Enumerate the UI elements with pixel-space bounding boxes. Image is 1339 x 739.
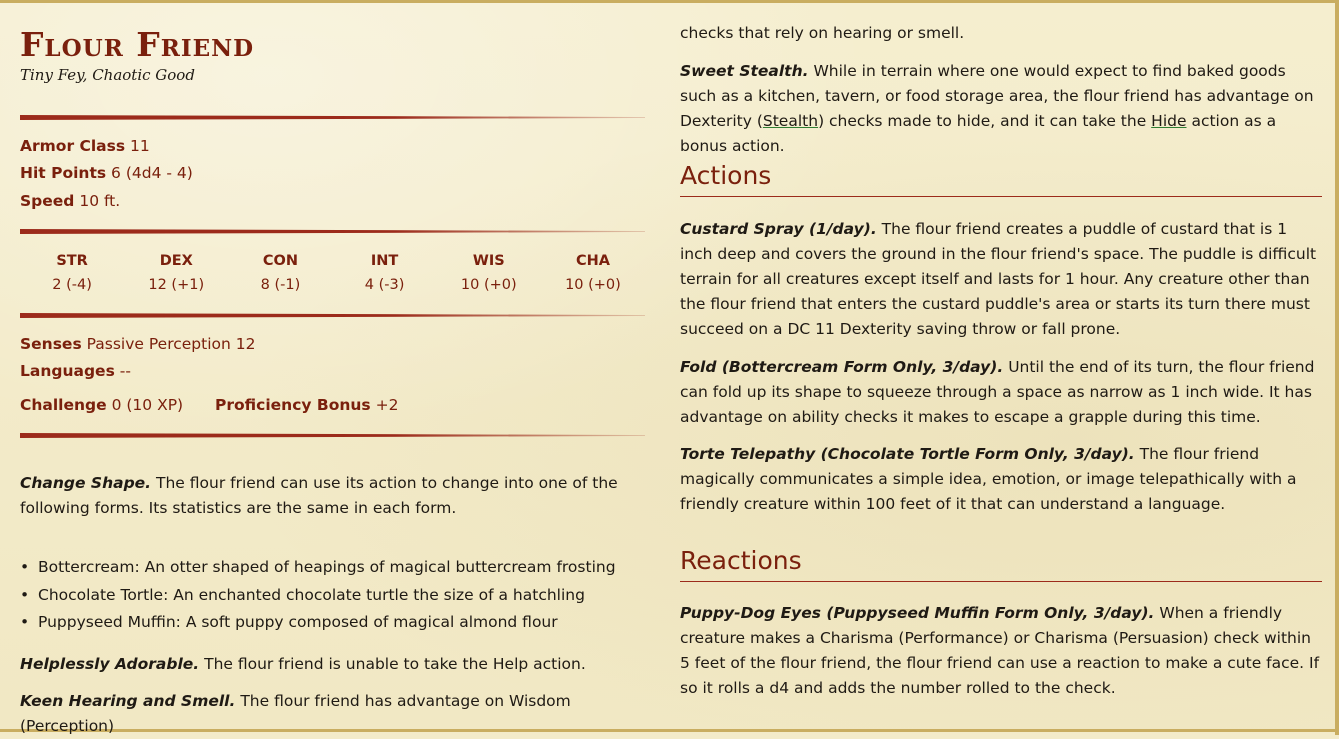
ability-dex — [124, 253, 228, 293]
section-divider — [20, 229, 645, 234]
ability-int — [333, 253, 437, 293]
actions-heading: Actions — [680, 161, 1322, 197]
action-name: Custard Spray (1/day). — [680, 220, 877, 238]
speed-label: Speed — [20, 192, 75, 210]
reactions-heading: Reactions — [680, 546, 1322, 582]
ability-name: INT — [370, 253, 399, 269]
trait-text: action as a bonus action. — [680, 112, 1277, 155]
ability-wis — [437, 253, 541, 293]
languages — [20, 362, 131, 380]
trait-text: The flour friend has advantage on Wisdom (Perception) — [20, 692, 571, 735]
ability-str — [20, 253, 124, 293]
trait-name: Sweet Stealth. — [680, 62, 809, 80]
action-name: Fold (Bottercream Form Only, 3/day). — [680, 358, 1004, 376]
ability-score: 10 (+0) — [460, 277, 517, 293]
stealth-link[interactable]: Stealth — [762, 112, 819, 130]
list-item: • Puppyseed Muffin: A soft puppy composed of magical almond flour — [20, 610, 616, 638]
speed-value: 10 ft. — [79, 192, 121, 210]
monster-name: Flour Friend — [20, 25, 255, 64]
challenge-value: 0 (10 XP) — [111, 396, 184, 414]
senses — [20, 335, 255, 353]
ability-name: WIS — [472, 253, 505, 269]
languages-value: -- — [119, 362, 131, 380]
armor-class — [20, 137, 150, 155]
monster-meta: Tiny Fey, Chaotic Good — [20, 66, 195, 84]
trait-name: Keen Hearing and Smell. — [20, 692, 236, 710]
action-name: Torte Telepathy (Chocolate Tortle Form Only, 3/day). — [680, 445, 1135, 463]
hit-points — [20, 164, 193, 182]
trait-text: ) checks made to hide, and it can take the — [818, 112, 1152, 130]
form-list — [20, 555, 616, 638]
languages-label: Languages — [20, 362, 115, 380]
ability-name: STR — [56, 253, 88, 269]
ability-score: 2 (-4) — [52, 277, 92, 293]
frame-border — [1335, 3, 1339, 735]
action-text: The flour friend magically communicates a simple idea, emotion, or image telepathically with a friendly creature within 100 feet of it that can understand a language. — [680, 445, 1297, 513]
ability-name: CON — [262, 253, 298, 269]
proficiency-bonus — [215, 396, 398, 414]
action-text: The flour friend creates a puddle of custard that is 1 inch deep and covers the ground in the flour friend's space. The puddle is difficult terrain for all creatures except itself and lasts for 1 hour. Any creature other than the flour friend that enters the custard puddle's area or starts its turn there must succeed on a DC 11 Dexterity saving throw or fall prone. — [680, 220, 1317, 338]
reaction-text: When a friendly creature makes a Charisma (Performance) or Charisma (Persuasion) check within 5 feet of the flour friend, the flour friend can use a reaction to make a cute face. If so it rolls a d4 and adds the number rolled to the check. — [680, 604, 1320, 697]
trait-name: Helplessly Adorable. — [20, 655, 200, 673]
hit-points-value: 6 (4d4 - 4) — [111, 164, 193, 182]
ability-cha — [541, 253, 645, 293]
proficiency-value: +2 — [375, 396, 399, 414]
trait-text: While in terrain where one would expect to find baked goods such as a kitchen, tavern, or food storage area, the flour friend has advantage on Dexterity ( — [680, 62, 1314, 130]
senses-label: Senses — [20, 335, 82, 353]
ability-con — [228, 253, 332, 293]
trait-helplessly-adorable — [20, 652, 650, 677]
trait-name: Change Shape. — [20, 474, 152, 492]
ability-score: 8 (-1) — [260, 277, 301, 293]
section-divider — [20, 313, 645, 318]
armor-class-value: 11 — [130, 137, 150, 155]
trait-change-shape — [20, 471, 650, 521]
trait-text: The flour friend is unable to take the Help action. — [204, 655, 586, 673]
speed — [20, 192, 120, 210]
ability-score: 12 (+1) — [148, 277, 205, 293]
section-divider — [20, 115, 645, 120]
ability-name: CHA — [575, 253, 610, 269]
senses-value: Passive Perception 12 — [86, 335, 256, 353]
ability-score: 10 (+0) — [565, 277, 621, 293]
ability-scores — [20, 253, 645, 293]
action-text: Until the end of its turn, the flour friend can fold up its shape to squeeze through a space as narrow as 1 inch wide. It has advantage on ability checks it makes to escape a grapple during this time. — [680, 358, 1315, 426]
armor-class-label: Armor Class — [20, 137, 126, 155]
action-torte-telepathy — [680, 442, 1322, 517]
trait-text: The flour friend can use its action to change into one of the following forms. Its statistics are the same in each form. — [20, 474, 618, 517]
action-custard-spray — [680, 217, 1322, 342]
challenge — [20, 396, 183, 414]
proficiency-label: Proficiency Bonus — [215, 396, 371, 414]
hit-points-label: Hit Points — [20, 164, 107, 182]
list-item: • Chocolate Tortle: An enchanted chocolate turtle the size of a hatchling — [20, 583, 616, 611]
challenge-label: Challenge — [20, 396, 107, 414]
list-item: • Bottercream: An otter shaped of heapings of magical buttercream frosting — [20, 555, 616, 583]
trait-keen-hearing-smell-continued: checks that rely on hearing or smell. — [680, 24, 965, 42]
hide-link[interactable]: Hide — [1151, 112, 1187, 130]
reaction-name: Puppy-Dog Eyes (Puppyseed Muffin Form Only, 3/day). — [680, 604, 1155, 622]
ability-score: 4 (-3) — [364, 277, 405, 293]
action-fold — [680, 355, 1322, 430]
section-divider — [20, 433, 645, 438]
trait-sweet-stealth — [680, 59, 1320, 159]
reaction-puppy-dog-eyes — [680, 601, 1322, 701]
ability-name: DEX — [159, 253, 193, 269]
